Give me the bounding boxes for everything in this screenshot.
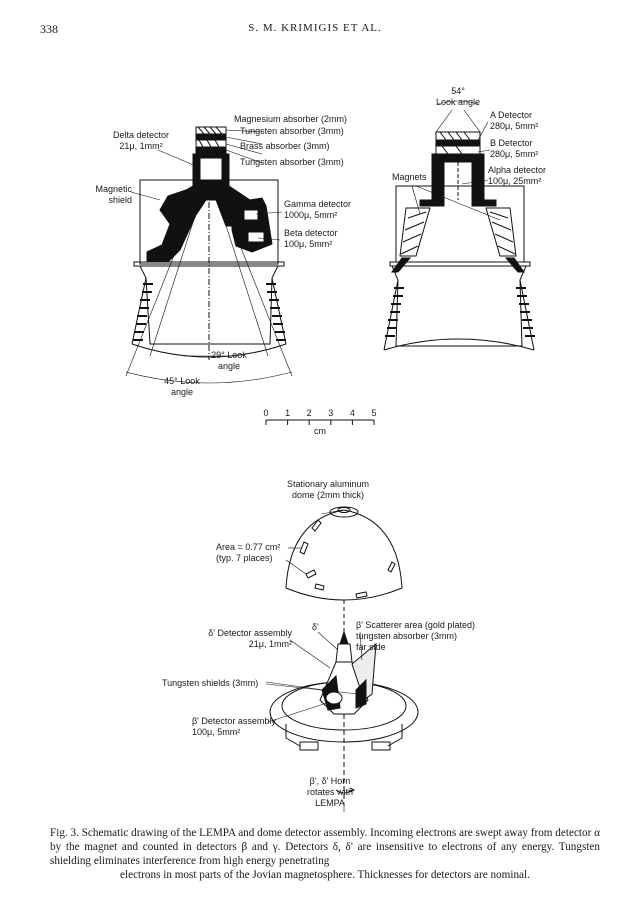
label-alpha-detector: [488, 165, 546, 187]
magnetic-shield-line1: Magnetic: [95, 184, 132, 194]
horn-line3: LEMPA: [315, 798, 345, 808]
caption-last-line: electrons in most parts of the Jovian magnetosphere. Thicknesses for detectors are nominal.: [120, 869, 530, 881]
delta-detector-spec: 21μ, 1mm²: [119, 141, 163, 151]
label-stationary-dome: [278, 479, 378, 501]
scale-bar-line: [266, 420, 374, 425]
label-b-detector: [490, 138, 538, 160]
label-delta-detector: [108, 130, 174, 152]
label-delta-prime-assembly: [196, 628, 292, 650]
a-detector-name: A Detector: [490, 110, 533, 120]
label-magnetic-shield: [80, 184, 132, 206]
scale-tick-1: 1: [285, 408, 291, 418]
a-detector-spec: 280μ, 5mm²: [490, 121, 539, 131]
alpha-detector-spec: 100μ, 25mm²: [488, 176, 542, 186]
scale-unit: cm: [314, 426, 326, 436]
caption-text: Fig. 3. Schematic drawing of the LEMPA and dome detector assembly. Incoming electrons are swept away from detector α by the magnet and counted in detectors β and γ. Detectors δ, δ' are insensitive to electrons of any energy. Tungsten shielding eliminates interference from high energy penetrating: [50, 827, 600, 867]
look29-line2: angle: [217, 361, 241, 371]
beta-prime-assembly-spec: 100μ, 5mm²: [192, 727, 241, 737]
gamma-detector-spec: 1000μ, 5mm²: [284, 210, 338, 220]
beta-prime-assembly-name: β' Detector assembly: [192, 716, 276, 726]
b-detector-name: B Detector: [490, 138, 533, 148]
dome-assembly-drawing: [266, 507, 418, 812]
scale-tick-4: 4: [349, 408, 355, 418]
scatterer-line1: β' Scatterer area (gold plated): [356, 620, 475, 630]
look45-line2: angle: [170, 387, 194, 397]
figure-caption: [50, 826, 600, 882]
page-number: 338: [40, 22, 58, 36]
label-tungsten-shields: Tungsten shields (3mm): [162, 678, 259, 688]
label-beta-detector: [284, 228, 338, 250]
scatterer-line2: tungsten absorber (3mm): [356, 631, 458, 641]
label-gamma-detector: [284, 199, 351, 221]
magnetic-shield-line2: shield: [108, 195, 132, 205]
look45-line1: 45° Look: [164, 376, 200, 386]
running-head: S. M. KRIMIGIS ET AL.: [248, 22, 382, 34]
scatterer-line3: far side: [356, 642, 386, 652]
scale-tick-3: 3: [328, 408, 334, 418]
delta-prime-assembly-spec: 21μ, 1mm²: [248, 639, 292, 649]
label-beta-prime-assembly: [192, 716, 276, 738]
label-magnesium-absorber: Magnesium absorber (2mm): [234, 114, 348, 124]
delta-prime-assembly-name: δ' Detector assembly: [208, 628, 292, 638]
label-45-look-angle: [150, 376, 214, 398]
area-line2: (typ. 7 places): [216, 553, 273, 563]
label-29-look-angle: [196, 350, 262, 372]
alpha-detector-name: Alpha detector: [488, 165, 547, 175]
label-magnets: Magnets: [392, 172, 427, 182]
dome-line2: dome (2mm thick): [291, 490, 364, 500]
label-54-look-angle: [426, 86, 490, 108]
area-line1: Area = 0.77 cm²: [216, 542, 281, 552]
beta-detector-spec: 100μ, 5mm²: [284, 239, 333, 249]
horn-line1: β', δ' Horn: [309, 776, 351, 786]
beta-detector-name: Beta detector: [284, 228, 338, 238]
label-area: [216, 542, 280, 564]
scale-tick-2: 2: [306, 408, 312, 418]
dome-line1: Stationary aluminum: [286, 479, 370, 489]
label-horn-rotates: [296, 776, 364, 809]
scale-tick-5: 5: [371, 408, 377, 418]
gamma-detector-name: Gamma detector: [284, 199, 352, 209]
label-tungsten-absorber-1: Tungsten absorber (3mm): [240, 126, 344, 136]
look54-line2: Look angle: [435, 97, 481, 107]
look29-line1: 29° Look: [211, 350, 247, 360]
label-scatterer-area: [356, 620, 475, 653]
b-detector-spec: 280μ, 5mm²: [490, 149, 539, 159]
label-a-detector: [490, 110, 538, 132]
label-delta-prime: δ': [312, 622, 319, 632]
look54-line1: 54°: [451, 86, 465, 96]
horn-line2: rotates with: [306, 787, 354, 797]
label-tungsten-absorber-2: Tungsten absorber (3mm): [240, 157, 344, 167]
label-brass-absorber: Brass absorber (3mm): [240, 141, 330, 151]
delta-detector-name: Delta detector: [112, 130, 170, 140]
scale-tick-0: 0: [263, 408, 269, 418]
